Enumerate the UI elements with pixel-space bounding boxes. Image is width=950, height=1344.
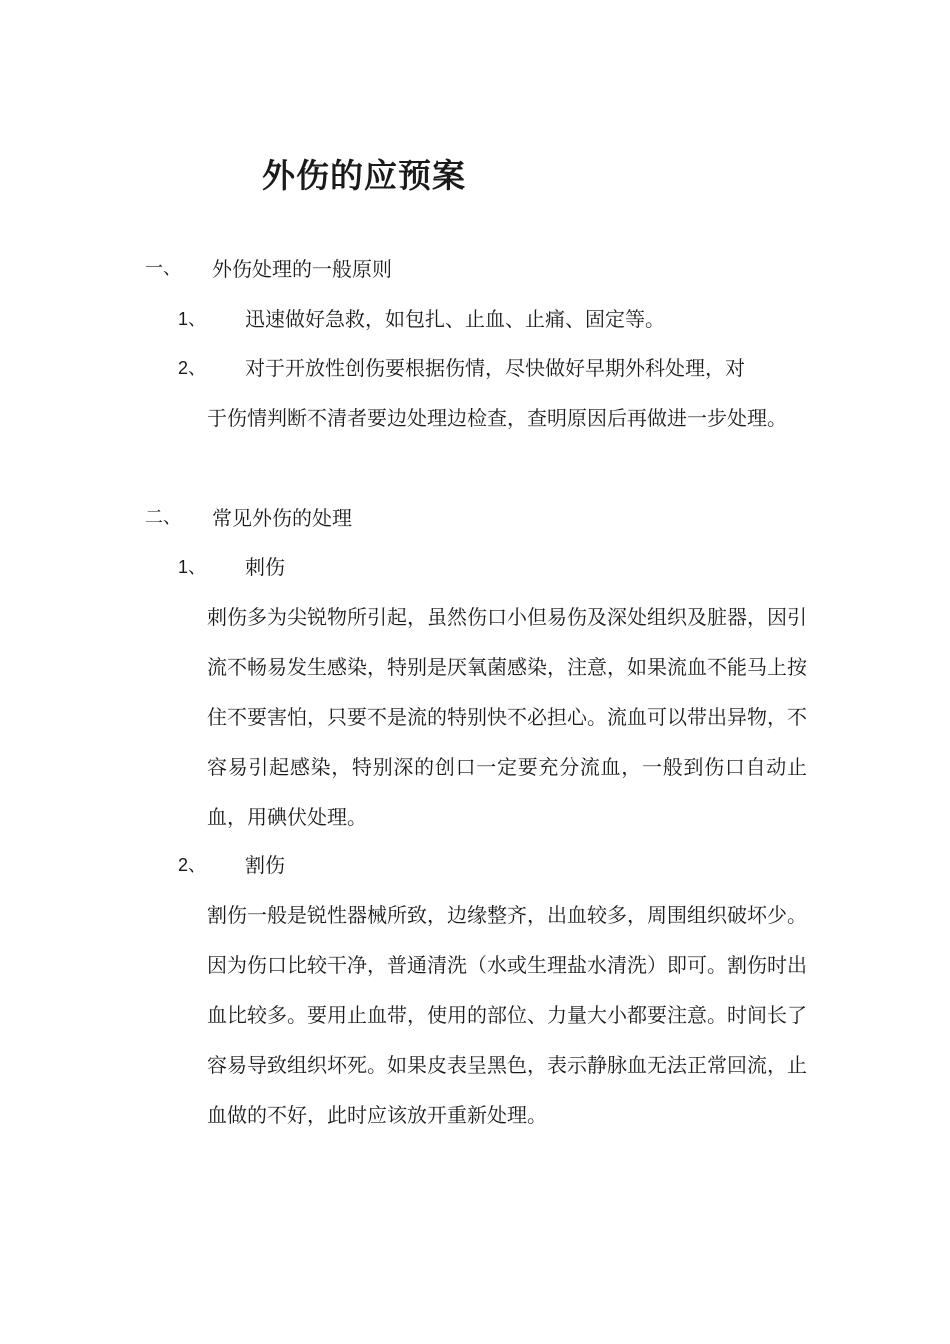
section-2-item-1-marker: 1、	[178, 557, 207, 577]
section-2-item-2-heading: 割伤	[245, 853, 285, 877]
section-2-item-1-body: 刺伤多为尖锐物所引起，虽然伤口小但易伤及深处组织及脏器，因引流不畅易发生感染，特别是厌氧菌感染，注意，如果流血不能马上按住不要害怕，只要不是流的特别快不必担心。流血可以带出异物，不容易引起感染，特别深的创口一定要充分流血，一般到伤口自动止血，用碘伏处理。	[207, 605, 807, 829]
section-1-item-2-first-line: 对于开放性创伤要根据伤情，尽快做好早期外科处理，对	[245, 356, 745, 380]
section-1-item-1-text: 迅速做好急救，如包扎、止血、止痛、固定等。	[245, 307, 665, 331]
document-title: 外伤的应预案	[262, 156, 466, 195]
section-2-item-2-body: 割伤一般是锐性器械所致，边缘整齐，出血较多，周围组织破坏少。因为伤口比较干净，普通清洗（水或生理盐水清洗）即可。割伤时出血比较多。要用止血带，使用的部位、力量大小都要注意。时间长了容易导致组织坏死。如果皮表呈黑色，表示静脉血无法正常回流，止血做的不好，此时应该放开重新处理。	[207, 903, 807, 1127]
section-2-item-1-heading: 刺伤	[245, 555, 285, 579]
section-2-marker: 二、	[145, 507, 181, 528]
section-1-item-2-continuation: 于伤情判断不清者要边处理边检查，查明原因后再做进一步处理。	[207, 406, 787, 430]
section-1-heading: 外伤处理的一般原则	[212, 257, 392, 281]
section-1-item-1-marker: 1、	[178, 309, 207, 329]
section-1-marker: 一、	[145, 258, 181, 279]
section-2-item-2-marker: 2、	[178, 855, 207, 875]
section-1-item-2-marker: 2、	[178, 358, 207, 378]
section-2-heading: 常见外伤的处理	[212, 506, 352, 530]
